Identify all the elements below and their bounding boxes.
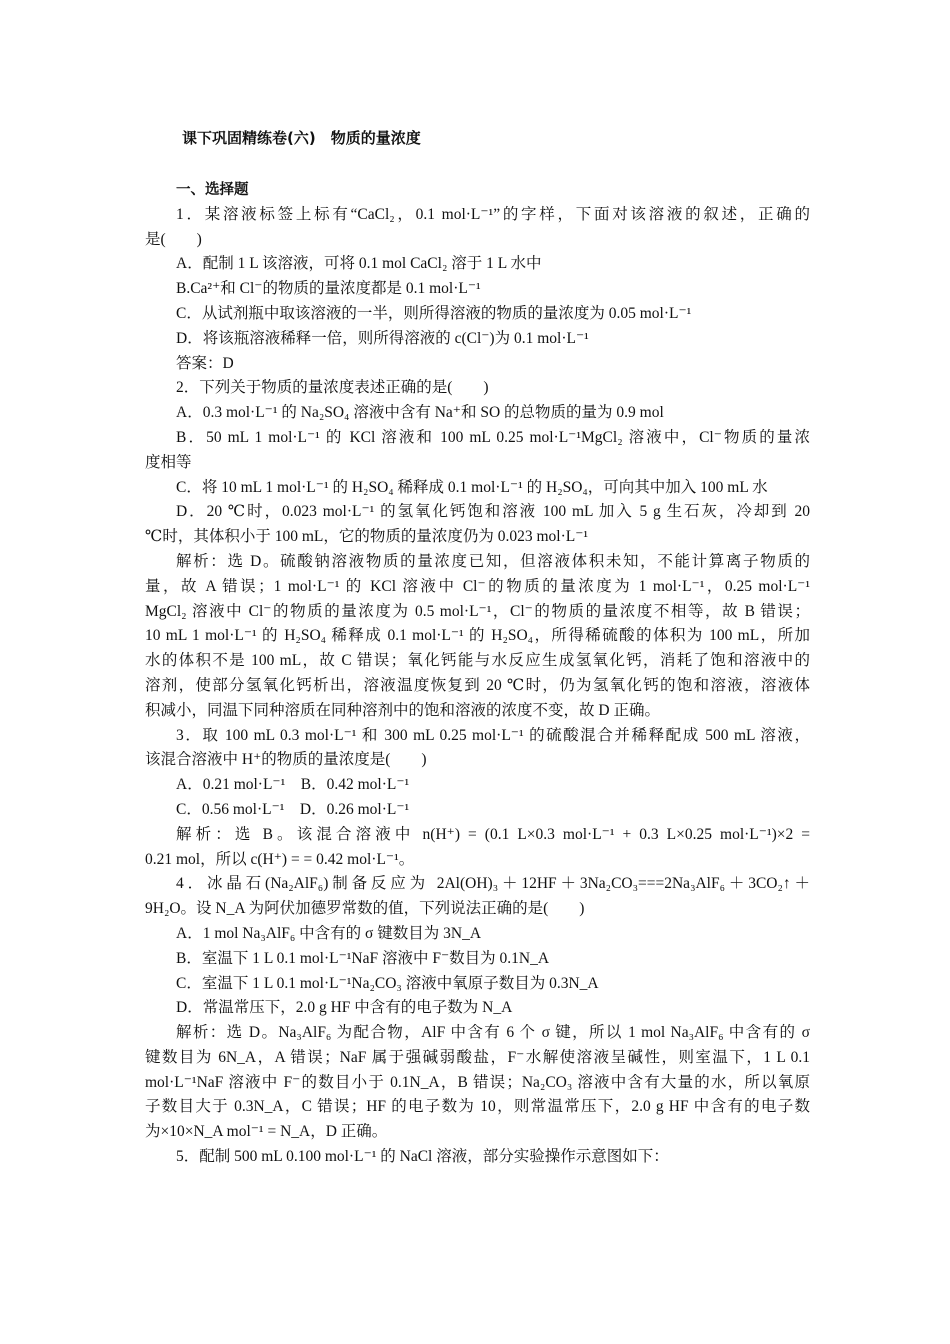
- text-line: 0.21 mol，所以 c(H⁺) = = 0.42 mol·L⁻¹。: [145, 850, 415, 868]
- text-line: 9H₂O。设 N_A 为阿伏加德罗常数的值，下列说法正确的是( ): [145, 900, 585, 918]
- text-line: 溶剂，使部分氢氧化钙析出，溶液温度恢复到 20 ℃时，仍为氢氧化钙的饱和溶液，溶液体: [145, 676, 810, 694]
- text-line: 1．某溶液标签上标有“CaCl₂，0.1 mol·L⁻¹”的字样，下面对该溶液的叙述，正确的: [176, 205, 810, 223]
- text-line: B.Ca²⁺和 Cl⁻的物质的量浓度都是 0.1 mol·L⁻¹: [176, 280, 481, 298]
- page-title: 课下巩固精练卷(六) 物质的量浓度: [182, 129, 421, 147]
- text-line: ℃时，其体积小于 100 mL，它的物质的量浓度仍为 0.023 mol·L⁻¹: [145, 528, 589, 546]
- text-line: C．将 10 mL 1 mol·L⁻¹ 的 H₂SO₄ 稀释成 0.1 mol·L⁻¹ 的 H₂SO₄，可向其中加入 100 mL 水: [176, 478, 768, 496]
- text-line: A．0.21 mol·L⁻¹ B．0.42 mol·L⁻¹: [176, 776, 410, 794]
- text-line: MgCl₂ 溶液中 Cl⁻的物质的量浓度为 0.5 mol·L⁻¹，Cl⁻的物质的量浓度不相等，故 B 错误；: [145, 602, 810, 620]
- text-line: 10 mL 1 mol·L⁻¹ 的 H₂SO₄ 稀释成 0.1 mol·L⁻¹ 的 H₂SO₄，所得稀硫酸的体积为 100 mL，所加: [145, 627, 810, 645]
- text-line: A．配制 1 L 该溶液，可将 0.1 mol CaCl₂ 溶于 1 L 水中: [176, 255, 542, 273]
- text-line: 5．配制 500 mL 0.100 mol·L⁻¹ 的 NaCl 溶液，部分实验操作示意图如下：: [176, 1148, 669, 1166]
- text-line: 该混合溶液中 H⁺的物质的量浓度是( ): [145, 751, 427, 769]
- text-line: 解析：选 B。该混合溶液中 n(H⁺) = (0.1 L×0.3 mol·L⁻¹ + 0.3 L×0.25 mol·L⁻¹)×2 =: [176, 825, 810, 843]
- text-line: mol·L⁻¹NaF 溶液中 F⁻的数目小于 0.1N_A，B 错误；Na₂CO₃ 溶液中含有大量的水，所以氧原: [145, 1073, 810, 1091]
- text-line: 为×10×N_A mol⁻¹ = N_A，D 正确。: [145, 1123, 388, 1141]
- text-line: B．室温下 1 L 0.1 mol·L⁻¹NaF 溶液中 F⁻数目为 0.1N_A: [176, 949, 550, 967]
- text-line: 3．取 100 mL 0.3 mol·L⁻¹ 和 300 mL 0.25 mol·L⁻¹ 的硫酸混合并稀释配成 500 mL 溶液，: [176, 726, 810, 744]
- text-line: C．从试剂瓶中取该溶液的一半，则所得溶液的物质的量浓度为 0.05 mol·L⁻¹: [176, 304, 692, 322]
- text-line: B．50 mL 1 mol·L⁻¹ 的 KCl 溶液和 100 mL 0.25 mol·L⁻¹MgCl₂ 溶液中，Cl⁻物质的量浓: [176, 428, 810, 446]
- text-line: 2．下列关于物质的量浓度表述正确的是( ): [176, 379, 489, 397]
- text-line: 解析：选 D。硫酸钠溶液物质的量浓度已知，但溶液体积未知，不能计算离子物质的: [176, 552, 810, 570]
- text-line: 答案：D: [176, 354, 234, 372]
- text-line: C．室温下 1 L 0.1 mol·L⁻¹Na₂CO₃ 溶液中氧原子数目为 0.3N_A: [176, 974, 599, 992]
- text-line: 解析：选 D。Na₃AlF₆ 为配合物，AlF 中含有 6 个 σ 键，所以 1 mol Na₃AlF₆ 中含有的 σ: [176, 1024, 810, 1042]
- text-line: 子数目大于 0.3N_A，C 错误；HF 的电子数为 10，则常温常压下，2.0 g HF 中含有的电子数: [145, 1098, 810, 1116]
- text-line: 键数目为 6N_A，A 错误；NaF 属于强碱弱酸盐，F⁻水解使溶液呈碱性，则室温下，1 L 0.1: [145, 1048, 810, 1066]
- document-body: [145, 178, 810, 1170]
- text-line: 一、选择题: [176, 182, 249, 198]
- text-line: 水的体积不是 100 mL，故 C 错误；氧化钙能与水反应生成氢氧化钙，消耗了饱和溶液中的: [145, 652, 810, 670]
- text-line: 量，故 A 错误；1 mol·L⁻¹ 的 KCl 溶液中 Cl⁻的物质的量浓度为 1 mol·L⁻¹，0.25 mol·L⁻¹: [145, 577, 810, 595]
- text-line: 是( ): [145, 230, 202, 248]
- text-line: D．常温常压下，2.0 g HF 中含有的电子数为 N_A: [176, 999, 513, 1017]
- text-line: C．0.56 mol·L⁻¹ D．0.26 mol·L⁻¹: [176, 800, 410, 818]
- text-line: D．将该瓶溶液稀释一倍，则所得溶液的 c(Cl⁻)为 0.1 mol·L⁻¹: [176, 329, 589, 347]
- text-line: 积减小，同温下同种溶质在同种溶剂中的饱和溶液的浓度不变，故 D 正确。: [145, 701, 660, 719]
- text-line: 度相等: [145, 453, 192, 471]
- text-line: A．1 mol Na₃AlF₆ 中含有的 σ 键数目为 3N_A: [176, 924, 482, 942]
- text-line: 4．冰晶石(Na₂AlF₆)制备反应为 2Al(OH)₃＋12HF＋3Na₂CO₃===2Na₃AlF₆＋3CO₂↑＋: [176, 875, 810, 893]
- text-line: A．0.3 mol·L⁻¹ 的 Na₂SO₄ 溶液中含有 Na⁺和 SO 的总物质的量为 0.9 mol: [176, 404, 664, 422]
- text-line: D．20 ℃时，0.023 mol·L⁻¹ 的氢氧化钙饱和溶液 100 mL 加入 5 g 生石灰，冷却到 20: [176, 503, 810, 521]
